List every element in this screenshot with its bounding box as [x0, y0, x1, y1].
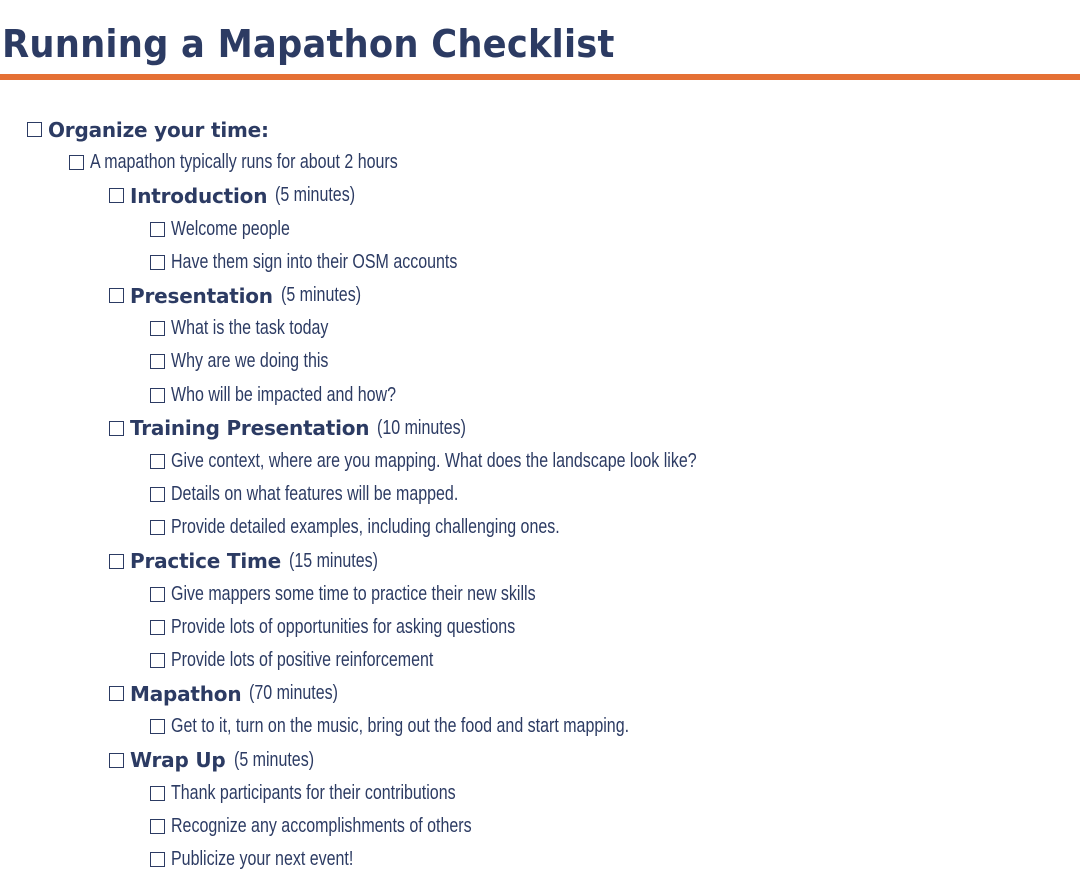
page-title: Running a Mapathon Checklist	[2, 22, 615, 66]
checklist-item	[0, 810, 1080, 843]
section-name: Practice Time	[130, 549, 281, 574]
checkbox[interactable]	[150, 388, 165, 403]
checklist-item-label: Why are we doing this	[171, 350, 329, 373]
checkbox[interactable]	[150, 819, 165, 834]
checkbox[interactable]	[150, 719, 165, 734]
checkbox[interactable]	[109, 753, 124, 768]
section-name: Mapathon	[130, 681, 242, 706]
checklist-item-label: Provide lots of opportunities for asking questions	[171, 615, 516, 638]
checklist-item-label: Have them sign into their OSM accounts	[171, 250, 458, 273]
section-practice-time	[0, 544, 1080, 577]
checkbox[interactable]	[150, 454, 165, 469]
checkbox[interactable]	[150, 620, 165, 635]
checklist-item-label: Provide detailed examples, including challenging ones.	[171, 516, 560, 539]
checklist-item	[0, 611, 1080, 644]
checklist-item	[0, 345, 1080, 378]
checklist-item-label: Provide lots of positive reinforcement	[171, 649, 434, 672]
checklist-item	[0, 213, 1080, 246]
section-duration: (5 minutes)	[233, 748, 314, 771]
checklist-item-runs	[0, 146, 1080, 179]
section-duration: (5 minutes)	[280, 284, 361, 307]
checkbox[interactable]	[109, 288, 124, 303]
checkbox[interactable]	[150, 653, 165, 668]
checklist-item-label: Welcome people	[171, 217, 290, 240]
checkbox[interactable]	[150, 321, 165, 336]
checklist-item	[0, 777, 1080, 810]
checkbox[interactable]	[109, 554, 124, 569]
section-duration: (10 minutes)	[377, 416, 467, 439]
checklist-item-label: Give mappers some time to practice their new skills	[171, 582, 536, 605]
section-name: Wrap Up	[130, 748, 226, 773]
checkbox[interactable]	[150, 487, 165, 502]
section-presentation	[0, 279, 1080, 312]
checkbox[interactable]	[69, 155, 84, 170]
checkbox[interactable]	[109, 686, 124, 701]
checklist-item-label: What is the task today	[171, 317, 329, 340]
checklist-item-label: Details on what features will be mapped.	[171, 483, 459, 506]
checkbox[interactable]	[150, 222, 165, 237]
section-duration: (15 minutes)	[288, 549, 378, 572]
section-duration: (70 minutes)	[249, 682, 339, 705]
checklist-item	[0, 511, 1080, 544]
section-wrap-up	[0, 744, 1080, 777]
checkbox[interactable]	[27, 122, 42, 137]
checkbox[interactable]	[150, 255, 165, 270]
checklist-item	[0, 312, 1080, 345]
checklist	[0, 113, 1080, 876]
checklist-item	[0, 379, 1080, 412]
section-introduction	[0, 179, 1080, 212]
section-name: Training Presentation	[130, 416, 370, 441]
section-name: Presentation	[130, 283, 273, 308]
checklist-item-label: Get to it, turn on the music, bring out the food and start mapping.	[171, 715, 630, 738]
checklist-item	[0, 246, 1080, 279]
checklist-item	[0, 445, 1080, 478]
checkbox[interactable]	[150, 587, 165, 602]
checklist-item-label: Recognize any accomplishments of others	[171, 815, 472, 838]
checklist-item-label: A mapathon typically runs for about 2 hours	[90, 151, 398, 174]
section-name: Introduction	[130, 183, 268, 208]
checklist-item-organize	[0, 113, 1080, 146]
checklist-item-label: Who will be impacted and how?	[171, 383, 397, 406]
checklist-item	[0, 478, 1080, 511]
checklist-item	[0, 578, 1080, 611]
checklist-item	[0, 710, 1080, 743]
checklist-item-label: Publicize your next event!	[171, 848, 354, 871]
checkbox[interactable]	[150, 852, 165, 867]
section-mapathon	[0, 677, 1080, 710]
checklist-item-label: Give context, where are you mapping. What does the landscape look like?	[171, 449, 697, 472]
checkbox[interactable]	[109, 421, 124, 436]
checklist-item-label: Thank participants for their contributions	[171, 781, 456, 804]
checkbox[interactable]	[150, 786, 165, 801]
section-training-presentation	[0, 412, 1080, 445]
checklist-item	[0, 644, 1080, 677]
checkbox[interactable]	[109, 188, 124, 203]
title-underline-rule	[0, 74, 1080, 80]
checkbox[interactable]	[150, 520, 165, 535]
checklist-item	[0, 843, 1080, 876]
checklist-heading-label: Organize your time:	[48, 117, 269, 142]
checkbox[interactable]	[150, 354, 165, 369]
section-duration: (5 minutes)	[275, 184, 356, 207]
